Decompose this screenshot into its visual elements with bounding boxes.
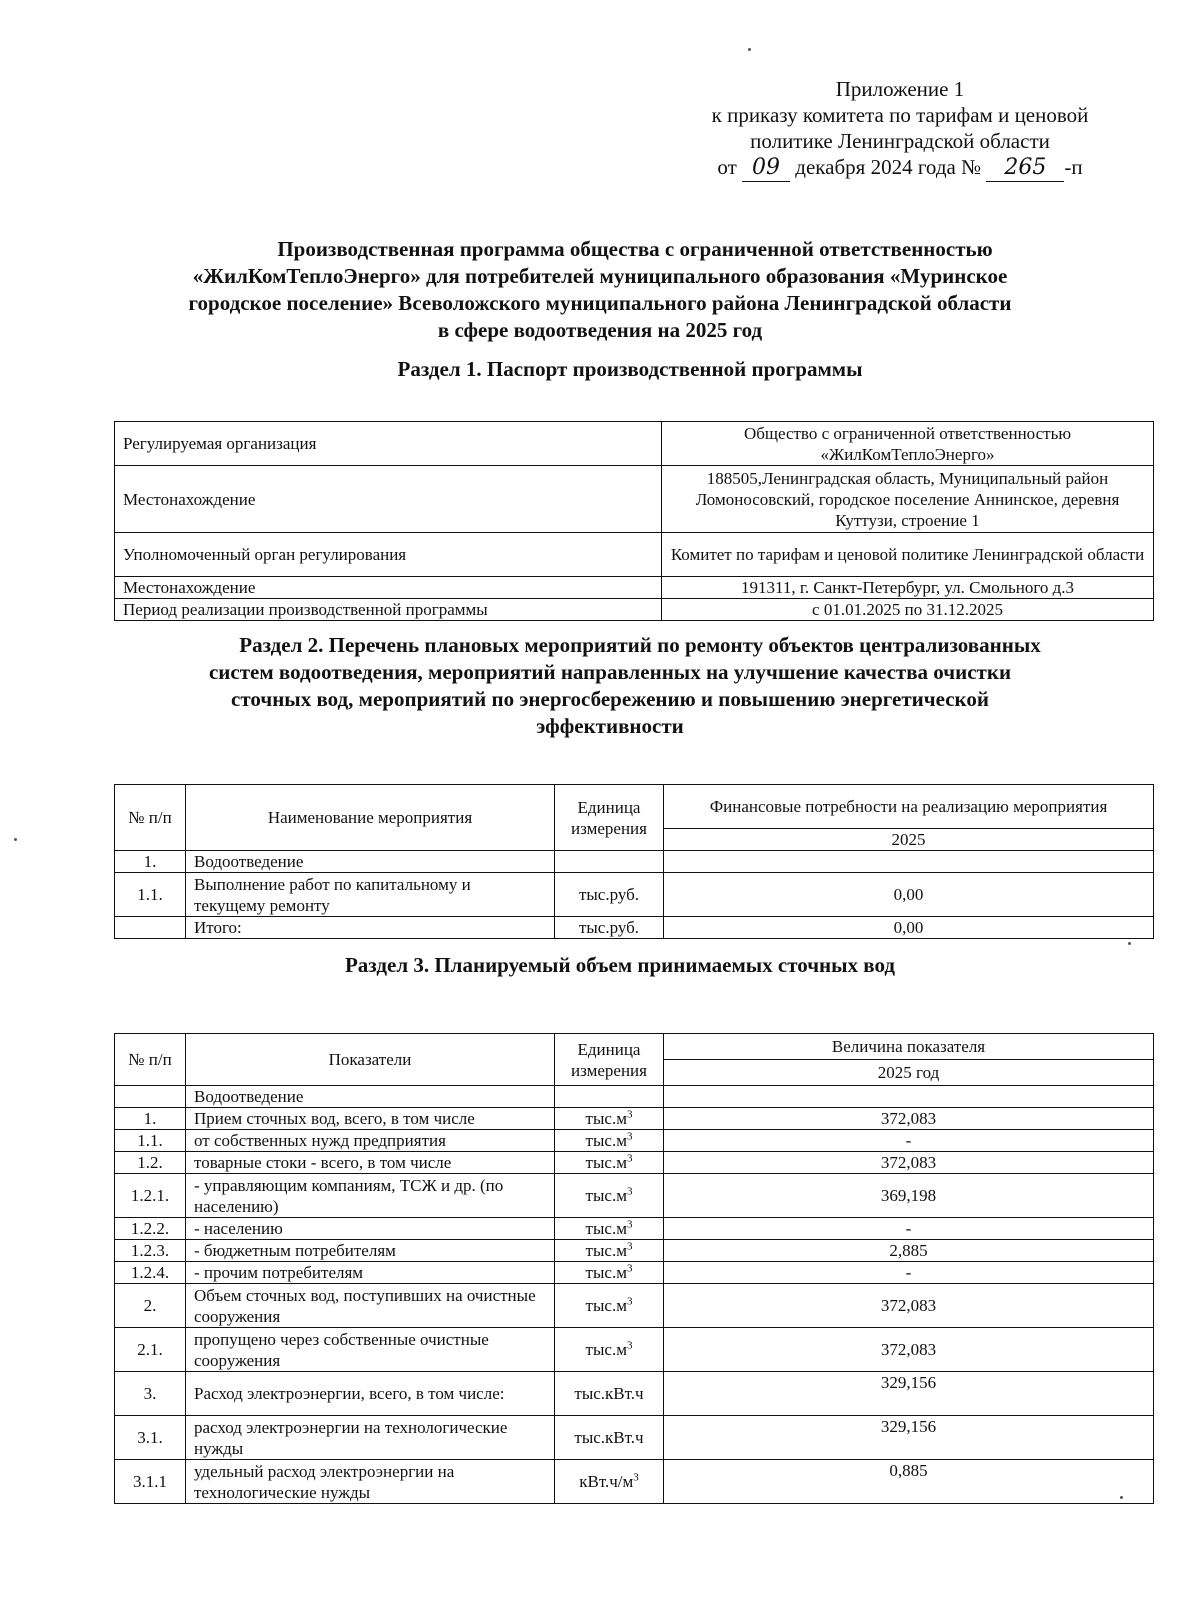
- passport-label: Местонахождение: [115, 466, 662, 533]
- cell-num: 3.1.1: [115, 1460, 186, 1504]
- passport-value: 191311, г. Санкт-Петербург, ул. Смольного д.3: [662, 577, 1154, 599]
- unit-text: тыс.м: [585, 1109, 627, 1128]
- cell-name: - управляющим компаниям, ТСЖ и др. (по населению): [186, 1174, 555, 1218]
- handwritten-order-number: 265: [986, 155, 1064, 182]
- cell-unit: [555, 1108, 664, 1130]
- unit-text: тыс.м: [585, 1241, 627, 1260]
- cell-name: товарные стоки - всего, в том числе: [186, 1152, 555, 1174]
- unit-text: тыс.м: [585, 1219, 627, 1238]
- scan-speck: [14, 838, 17, 841]
- unit-text: кВт.ч/м: [579, 1472, 634, 1491]
- cell-num: [115, 1086, 186, 1108]
- cell-num: 1.2.2.: [115, 1218, 186, 1240]
- cell-unit: [555, 1416, 664, 1460]
- cell-num: 3.1.: [115, 1416, 186, 1460]
- table-header-row: [115, 1034, 1154, 1060]
- cell-value: 372,083: [664, 1152, 1154, 1174]
- cell-name: Водоотведение: [186, 851, 555, 873]
- cell-unit: [555, 1218, 664, 1240]
- passport-table: [114, 421, 1154, 621]
- table-row: [115, 1152, 1154, 1174]
- section1-heading-text: Раздел 1. Паспорт производственной программы: [397, 357, 863, 381]
- unit-text: тыс.кВт.ч: [574, 1384, 644, 1403]
- col-header-year: 2025 год: [664, 1060, 1154, 1086]
- annex-header: [660, 76, 1140, 182]
- section3-heading: [80, 952, 1140, 979]
- cell-num: 1.1.: [115, 1130, 186, 1152]
- section2-heading-line-3: сточных вод, мероприятий по энергосбережению и повышению энергетической: [231, 687, 989, 711]
- cell-value: 329,156: [664, 1372, 1154, 1416]
- col-header-finance: Финансовые потребности на реализацию мероприятия: [664, 785, 1154, 829]
- cell-num: 3.: [115, 1372, 186, 1416]
- cell-value: -: [664, 1130, 1154, 1152]
- table-row: [115, 1174, 1154, 1218]
- table-row: [115, 466, 1154, 533]
- measures-table: [114, 784, 1154, 939]
- section2-heading-line-2: систем водоотведения, мероприятий направленных на улучшение качества очистки: [208, 660, 1012, 684]
- cell-unit: [555, 1240, 664, 1262]
- table-row: [115, 1328, 1154, 1372]
- cell-value: 0,885: [664, 1460, 1154, 1504]
- col-header-name: Показатели: [186, 1034, 555, 1086]
- cell-name: пропущено через собственные очистные сооружения: [186, 1328, 555, 1372]
- cell-value: [664, 1086, 1154, 1108]
- table-row: [115, 1130, 1154, 1152]
- cell-value: 0,00: [664, 873, 1154, 917]
- passport-value: Комитет по тарифам и ценовой политике Ленинградской области: [662, 533, 1154, 577]
- unit-superscript: 3: [626, 1295, 633, 1308]
- unit-text: тыс.м: [585, 1186, 627, 1205]
- col-header-name: Наименование мероприятия: [186, 785, 555, 851]
- cell-name: - населению: [186, 1218, 555, 1240]
- table-row: [115, 1372, 1154, 1416]
- unit-superscript: 3: [626, 1339, 633, 1352]
- cell-num: [115, 917, 186, 939]
- cell-num: 2.1.: [115, 1328, 186, 1372]
- cell-name: расход электроэнергии на технологические нужды: [186, 1416, 555, 1460]
- table-row: [115, 1460, 1154, 1504]
- section1-heading: [100, 356, 1160, 383]
- cell-name: Водоотведение: [186, 1086, 555, 1108]
- cell-num: 1.2.1.: [115, 1174, 186, 1218]
- document-title: [100, 236, 1100, 344]
- table-row: [115, 1240, 1154, 1262]
- cell-unit: [555, 851, 664, 873]
- scan-speck: [1120, 1496, 1123, 1499]
- passport-value: с 01.01.2025 по 31.12.2025: [662, 599, 1154, 621]
- col-header-value: Величина показателя: [664, 1034, 1154, 1060]
- cell-unit: [555, 1174, 664, 1218]
- table-row: [115, 917, 1154, 939]
- annex-line-4: [660, 154, 1140, 182]
- cell-num: 1.2.4.: [115, 1262, 186, 1284]
- cell-value: -: [664, 1218, 1154, 1240]
- cell-unit: [555, 1130, 664, 1152]
- table-row: [115, 1086, 1154, 1108]
- col-header-num: № п/п: [115, 1034, 186, 1086]
- cell-unit: [555, 1460, 664, 1504]
- passport-label: Период реализации производственной программы: [115, 599, 662, 621]
- cell-unit: [555, 1372, 664, 1416]
- unit-superscript: 3: [626, 1262, 633, 1275]
- cell-unit: тыс.руб.: [555, 917, 664, 939]
- cell-unit: [555, 1328, 664, 1372]
- table-row: [115, 873, 1154, 917]
- cell-num: 1.2.3.: [115, 1240, 186, 1262]
- cell-num: 1.2.: [115, 1152, 186, 1174]
- unit-text: тыс.м: [585, 1153, 627, 1172]
- cell-name: от собственных нужд предприятия: [186, 1130, 555, 1152]
- cell-num: 1.: [115, 1108, 186, 1130]
- scan-speck: [1128, 942, 1131, 945]
- scan-speck: [748, 48, 751, 51]
- table-row: [115, 1416, 1154, 1460]
- cell-unit: [555, 1152, 664, 1174]
- cell-name: Прием сточных вод, всего, в том числе: [186, 1108, 555, 1130]
- cell-value: 372,083: [664, 1328, 1154, 1372]
- cell-value: 372,083: [664, 1108, 1154, 1130]
- col-header-year: 2025: [664, 829, 1154, 851]
- cell-num: 1.1.: [115, 873, 186, 917]
- cell-unit: [555, 1284, 664, 1328]
- cell-value: [664, 851, 1154, 873]
- cell-name: Объем сточных вод, поступивших на очистные сооружения: [186, 1284, 555, 1328]
- unit-superscript: 3: [626, 1185, 633, 1198]
- col-header-unit: Единица измерения: [555, 785, 664, 851]
- section2-heading-line-1: Раздел 2. Перечень плановых мероприятий по ремонту объектов централизованных: [239, 633, 1041, 657]
- unit-text: тыс.м: [585, 1340, 627, 1359]
- section2-heading: [80, 632, 1140, 740]
- table-row: [115, 1284, 1154, 1328]
- cell-value: 369,198: [664, 1174, 1154, 1218]
- unit-superscript: 3: [626, 1218, 633, 1231]
- unit-superscript: 3: [626, 1152, 633, 1165]
- passport-value: 188505,Ленинградская область, Муниципальный район Ломоносовский, городское поселение Аннинское, деревня Куттузи, строение 1: [662, 466, 1154, 533]
- cell-num: 1.: [115, 851, 186, 873]
- table-row: [115, 1108, 1154, 1130]
- table-row: [115, 599, 1154, 621]
- cell-unit: [555, 1086, 664, 1108]
- table-row: [115, 851, 1154, 873]
- title-line-3: городское поселение» Всеволожского муниципального района Ленинградской области: [188, 291, 1012, 315]
- cell-value: 372,083: [664, 1284, 1154, 1328]
- unit-text: тыс.м: [585, 1131, 627, 1150]
- passport-label: Уполномоченный орган регулирования: [115, 533, 662, 577]
- handwritten-day: 09: [742, 155, 790, 182]
- cell-num: 2.: [115, 1284, 186, 1328]
- cell-unit: тыс.руб.: [555, 873, 664, 917]
- unit-superscript: 3: [633, 1471, 639, 1484]
- unit-text: тыс.м: [585, 1263, 627, 1282]
- table-header-row: [115, 785, 1154, 829]
- section2-heading-line-4: эффективности: [536, 714, 684, 738]
- cell-name: - бюджетным потребителям: [186, 1240, 555, 1262]
- unit-text: тыс.м: [585, 1296, 627, 1315]
- annex-line-2: к приказу комитета по тарифам и ценовой: [711, 103, 1089, 127]
- annex-line-3: политике Ленинградской области: [750, 129, 1050, 153]
- table-row: [115, 422, 1154, 466]
- passport-label: Регулируемая организация: [115, 422, 662, 466]
- title-line-4: в сфере водоотведения на 2025 год: [437, 318, 763, 342]
- unit-superscript: 3: [626, 1108, 633, 1121]
- cell-name: - прочим потребителям: [186, 1262, 555, 1284]
- volume-table-body: [115, 1086, 1154, 1504]
- passport-label: Местонахождение: [115, 577, 662, 599]
- passport-value: Общество с ограниченной ответственностью «ЖилКомТеплоЭнерго»: [662, 422, 1154, 466]
- table-row: [115, 533, 1154, 577]
- section3-heading-text: Раздел 3. Планируемый объем принимаемых сточных вод: [344, 953, 896, 977]
- table-row: [115, 1218, 1154, 1240]
- title-line-2: «ЖилКомТеплоЭнерго» для потребителей муниципального образования «Муринское: [192, 264, 1008, 288]
- table-row: [115, 1262, 1154, 1284]
- cell-name: Итого:: [186, 917, 555, 939]
- col-header-num: № п/п: [115, 785, 186, 851]
- unit-superscript: 3: [626, 1130, 633, 1143]
- volume-table: [114, 1033, 1154, 1504]
- cell-value: 2,885: [664, 1240, 1154, 1262]
- col-header-unit: Единица измерения: [555, 1034, 664, 1086]
- cell-value: -: [664, 1262, 1154, 1284]
- cell-unit: [555, 1262, 664, 1284]
- cell-value: 329,156: [664, 1416, 1154, 1460]
- unit-text: тыс.кВт.ч: [574, 1428, 644, 1447]
- cell-name: Выполнение работ по капитальному и текущему ремонту: [186, 873, 555, 917]
- annex-prefix: от: [717, 155, 737, 179]
- table-row: [115, 577, 1154, 599]
- cell-value: 0,00: [664, 917, 1154, 939]
- unit-superscript: 3: [626, 1240, 633, 1253]
- annex-month-year: декабря 2024 года №: [795, 155, 982, 179]
- cell-name: удельный расход электроэнергии на технологические нужды: [186, 1460, 555, 1504]
- annex-line-1: Приложение 1: [835, 77, 965, 101]
- title-line-1: Производственная программа общества с ограниченной ответственностью: [277, 237, 993, 261]
- cell-name: Расход электроэнергии, всего, в том числе:: [186, 1372, 555, 1416]
- annex-suffix: -п: [1064, 155, 1083, 179]
